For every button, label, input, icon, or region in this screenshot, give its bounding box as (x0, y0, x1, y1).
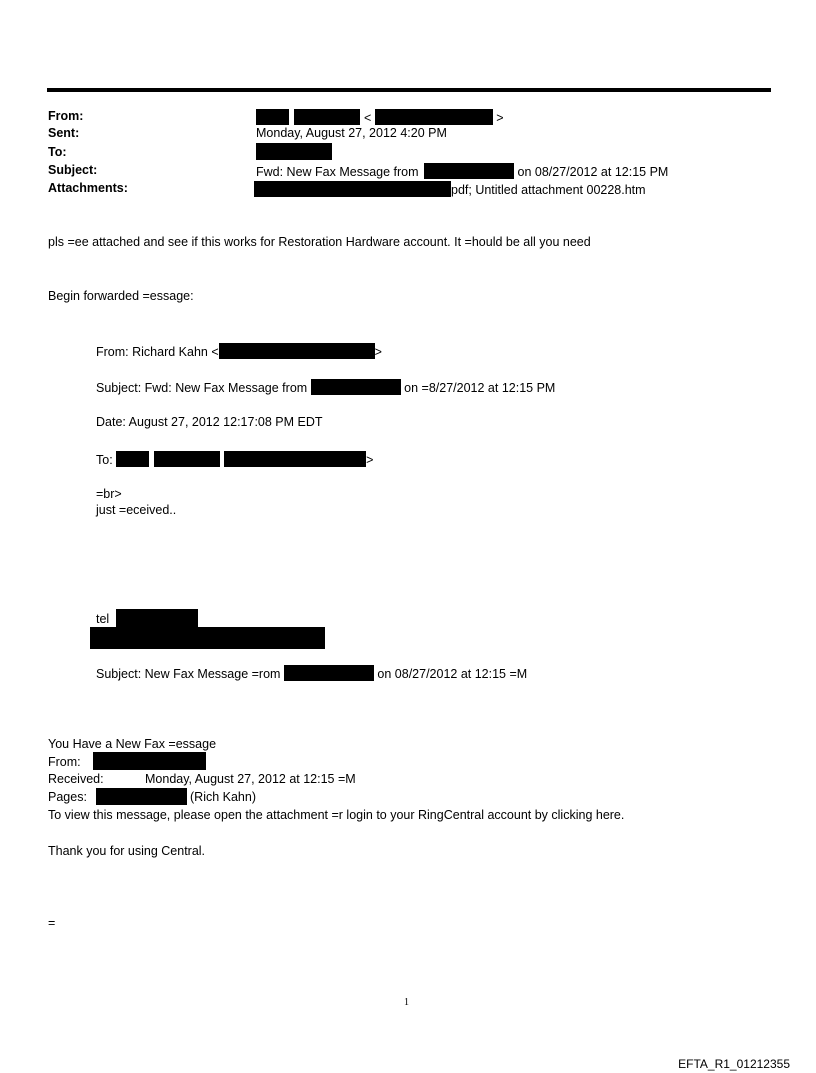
redaction (256, 109, 289, 125)
subject-value (256, 163, 668, 180)
sent-value: Monday, August 27, 2012 4:20 PM (256, 126, 447, 140)
subject2 (96, 665, 527, 682)
to-redaction (256, 143, 332, 160)
page-number: 1 (404, 997, 409, 1008)
redaction (311, 379, 401, 395)
fax-pages-redaction (96, 788, 187, 805)
redaction (424, 163, 514, 179)
subject-before: Fwd: New Fax Message from (256, 165, 419, 179)
attachments-label: Attachments: (48, 181, 128, 195)
redaction (116, 451, 149, 467)
fwd-to-suffix: > (366, 453, 374, 467)
subject2-after: on 08/27/2012 at 12:15 =M (377, 667, 528, 681)
fwd-from-suffix: > (374, 345, 382, 359)
fax-from-label: From: (48, 755, 81, 769)
attachments-value (254, 181, 646, 198)
fwd-from (96, 343, 382, 360)
header-rule (47, 88, 771, 92)
sent-label: Sent: (48, 126, 80, 140)
thanks-line: Thank you for using Central. (48, 844, 206, 858)
equals-line: = (48, 916, 56, 930)
redaction (284, 665, 374, 681)
fax-pages-label: Pages: (48, 790, 87, 804)
from-lt: < (363, 111, 372, 125)
fwd-subject (96, 379, 555, 396)
fax-pages-suffix: (Rich Kahn) (190, 790, 256, 804)
fax-heading: You Have a New Fax =essage (48, 737, 217, 751)
fax-from-redaction (93, 752, 206, 770)
fax-received-label: Received: (48, 772, 104, 786)
from-gt: > (496, 111, 504, 125)
to-label: To: (48, 145, 67, 159)
view-line: To view this message, please open the attachment =r login to your RingCentral account by clicking here. (48, 808, 625, 822)
redaction (294, 109, 360, 125)
fwd-to (96, 451, 373, 468)
fwd-to-prefix: To: (96, 453, 113, 467)
fwd-subject-before: Subject: Fwd: New Fax Message from (96, 381, 308, 395)
subject-after: on 08/27/2012 at 12:15 PM (517, 165, 669, 179)
redaction (254, 181, 451, 197)
tel-redaction (116, 609, 198, 627)
from-label: From: (48, 109, 84, 123)
fwd-date: Date: August 27, 2012 12:17:08 PM EDT (96, 415, 323, 429)
br-line: =br> (96, 487, 122, 501)
attachments-text: pdf; Untitled attachment 00228.htm (451, 183, 646, 197)
redaction (224, 451, 366, 467)
redaction (375, 109, 493, 125)
fax-received-value: Monday, August 27, 2012 at 12:15 =M (145, 772, 356, 786)
redaction (154, 451, 220, 467)
subject-label: Subject: (48, 163, 98, 177)
subject2-before: Subject: New Fax Message =rom (96, 667, 281, 681)
intro-text: pls =ee attached and see if this works for Restoration Hardware account. It =hould be all you need (48, 235, 591, 249)
just-received: just =eceived.. (96, 503, 177, 517)
redaction (219, 343, 375, 359)
fwd-subject-after: on =8/27/2012 at 12:15 PM (404, 381, 556, 395)
begin-forwarded: Begin forwarded =essage: (48, 289, 194, 303)
document-id: EFTA_R1_01212355 (678, 1057, 790, 1071)
contact-redaction (90, 627, 325, 649)
fwd-from-prefix: From: Richard Kahn < (96, 345, 219, 359)
tel-label: tel (96, 612, 110, 626)
from-value (256, 109, 504, 126)
